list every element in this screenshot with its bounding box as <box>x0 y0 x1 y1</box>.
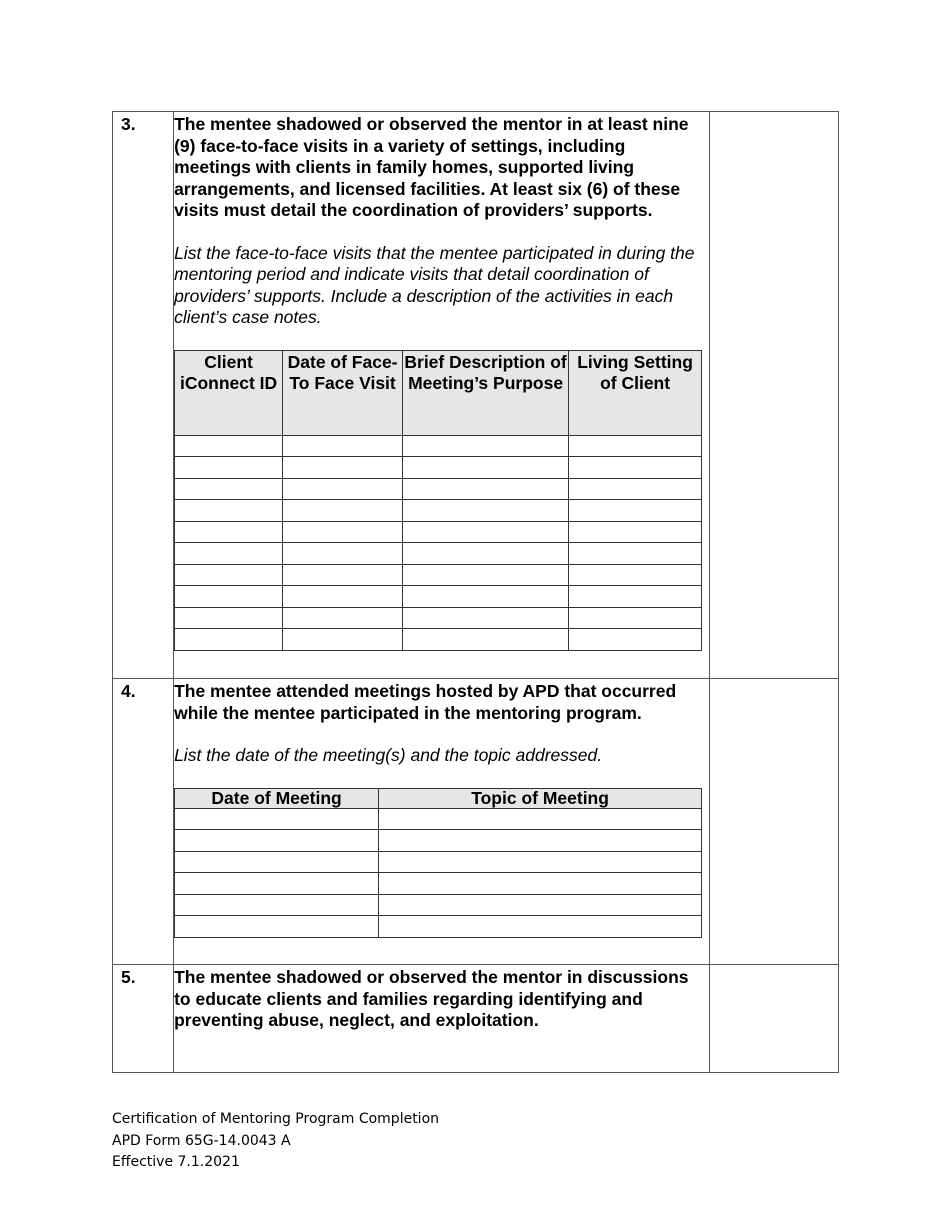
table-cell[interactable] <box>403 457 569 479</box>
table-cell[interactable] <box>175 457 283 479</box>
table-row <box>175 894 702 916</box>
table-cell[interactable] <box>175 564 283 586</box>
column-header-meeting-topic: Topic of Meeting <box>379 788 702 808</box>
table-cell[interactable] <box>569 543 702 565</box>
column-header-living-setting: Living Setting of Client <box>569 350 702 435</box>
table-cell[interactable] <box>403 500 569 522</box>
table-cell[interactable] <box>569 435 702 457</box>
item-number-cell <box>113 112 174 679</box>
visits-table <box>174 350 702 651</box>
table-cell[interactable] <box>569 478 702 500</box>
table-cell[interactable] <box>175 435 283 457</box>
column-header-description: Brief Description of Meeting’s Purpose <box>403 350 569 435</box>
footer-form-number: APD Form 65G-14.0043 A <box>112 1132 291 1149</box>
table-cell[interactable] <box>175 894 379 916</box>
item-number-cell <box>113 965 174 1073</box>
table-cell[interactable] <box>403 543 569 565</box>
column-header-client-id: Client iConnect ID <box>175 350 283 435</box>
page-footer <box>112 1109 439 1174</box>
table-cell[interactable] <box>569 457 702 479</box>
table-cell[interactable] <box>569 607 702 629</box>
table-cell[interactable] <box>403 629 569 651</box>
table-cell[interactable] <box>283 543 403 565</box>
table-row <box>175 808 702 830</box>
table-cell[interactable] <box>403 607 569 629</box>
item-instructions: List the date of the meeting(s) and the topic addressed. <box>174 745 603 765</box>
footer-form-title: Certification of Mentoring Program Completion <box>112 1111 440 1127</box>
item-side-cell[interactable] <box>709 679 838 965</box>
table-cell[interactable] <box>175 916 379 938</box>
table-cell[interactable] <box>175 543 283 565</box>
table-row <box>175 830 702 852</box>
column-header-visit-date: Date of Face-To Face Visit <box>283 350 403 435</box>
table-row <box>175 500 702 522</box>
table-cell[interactable] <box>379 894 702 916</box>
table-cell[interactable] <box>175 873 379 895</box>
table-row <box>175 916 702 938</box>
table-cell[interactable] <box>175 521 283 543</box>
table-row <box>175 607 702 629</box>
table-row <box>175 435 702 457</box>
table-row <box>175 478 702 500</box>
item-number: 5. <box>121 967 136 987</box>
table-cell[interactable] <box>283 478 403 500</box>
column-header-meeting-date: Date of Meeting <box>175 788 379 808</box>
table-cell[interactable] <box>175 851 379 873</box>
table-cell[interactable] <box>569 586 702 608</box>
table-header-row <box>175 788 702 808</box>
item-side-cell[interactable] <box>709 112 838 679</box>
table-cell[interactable] <box>403 478 569 500</box>
table-header-row <box>175 350 702 435</box>
table-cell[interactable] <box>379 808 702 830</box>
table-cell[interactable] <box>283 500 403 522</box>
item-instructions: List the face-to-face visits that the mentee participated in during the mentoring period and indicate visits that detail coordination of providers’ supports. Include a description of the activities in each client’s case notes. <box>174 242 695 327</box>
requirement-row-3 <box>113 112 839 679</box>
item-number: 4. <box>121 681 136 701</box>
item-side-cell[interactable] <box>709 965 838 1073</box>
table-cell[interactable] <box>379 916 702 938</box>
item-body-cell <box>174 112 710 679</box>
table-row <box>175 851 702 873</box>
item-statement: The mentee shadowed or observed the mentor in discussions to educate clients and families regarding identifying and preventing abuse, neglect, and exploitation. <box>174 967 689 1030</box>
table-cell[interactable] <box>569 500 702 522</box>
footer-effective-date: Effective 7.1.2021 <box>112 1154 240 1170</box>
table-cell[interactable] <box>283 607 403 629</box>
table-cell[interactable] <box>175 808 379 830</box>
table-cell[interactable] <box>175 478 283 500</box>
table-cell[interactable] <box>403 521 569 543</box>
table-row <box>175 457 702 479</box>
table-row <box>175 564 702 586</box>
table-row <box>175 521 702 543</box>
table-row <box>175 586 702 608</box>
item-body-cell <box>174 965 710 1073</box>
item-number-cell <box>113 679 174 965</box>
item-number: 3. <box>121 114 136 134</box>
table-cell[interactable] <box>283 629 403 651</box>
table-cell[interactable] <box>379 830 702 852</box>
table-cell[interactable] <box>175 830 379 852</box>
table-cell[interactable] <box>283 586 403 608</box>
item-body-cell <box>174 679 710 965</box>
table-row <box>175 873 702 895</box>
requirements-table <box>112 111 839 1073</box>
table-cell[interactable] <box>379 851 702 873</box>
table-cell[interactable] <box>175 607 283 629</box>
table-cell[interactable] <box>175 629 283 651</box>
table-row <box>175 629 702 651</box>
table-cell[interactable] <box>569 521 702 543</box>
meetings-table <box>174 788 702 938</box>
table-cell[interactable] <box>569 629 702 651</box>
table-cell[interactable] <box>379 873 702 895</box>
table-cell[interactable] <box>175 500 283 522</box>
table-row <box>175 543 702 565</box>
table-cell[interactable] <box>403 435 569 457</box>
table-cell[interactable] <box>283 521 403 543</box>
table-cell[interactable] <box>283 564 403 586</box>
table-cell[interactable] <box>175 586 283 608</box>
table-cell[interactable] <box>569 564 702 586</box>
item-statement: The mentee shadowed or observed the mentor in at least nine (9) face-to-face visits in a variety of settings, including meetings with clients in family homes, supported living arrangements, and licensed facilities. At least six (6) of these visits must detail the coordination of providers’ supports. <box>174 114 689 220</box>
table-cell[interactable] <box>403 564 569 586</box>
table-cell[interactable] <box>403 586 569 608</box>
requirement-row-4 <box>113 679 839 965</box>
item-statement: The mentee attended meetings hosted by APD that occurred while the mentee participated in the mentoring program. <box>174 681 677 723</box>
table-cell[interactable] <box>283 435 403 457</box>
requirement-row-5 <box>113 965 839 1073</box>
table-cell[interactable] <box>283 457 403 479</box>
